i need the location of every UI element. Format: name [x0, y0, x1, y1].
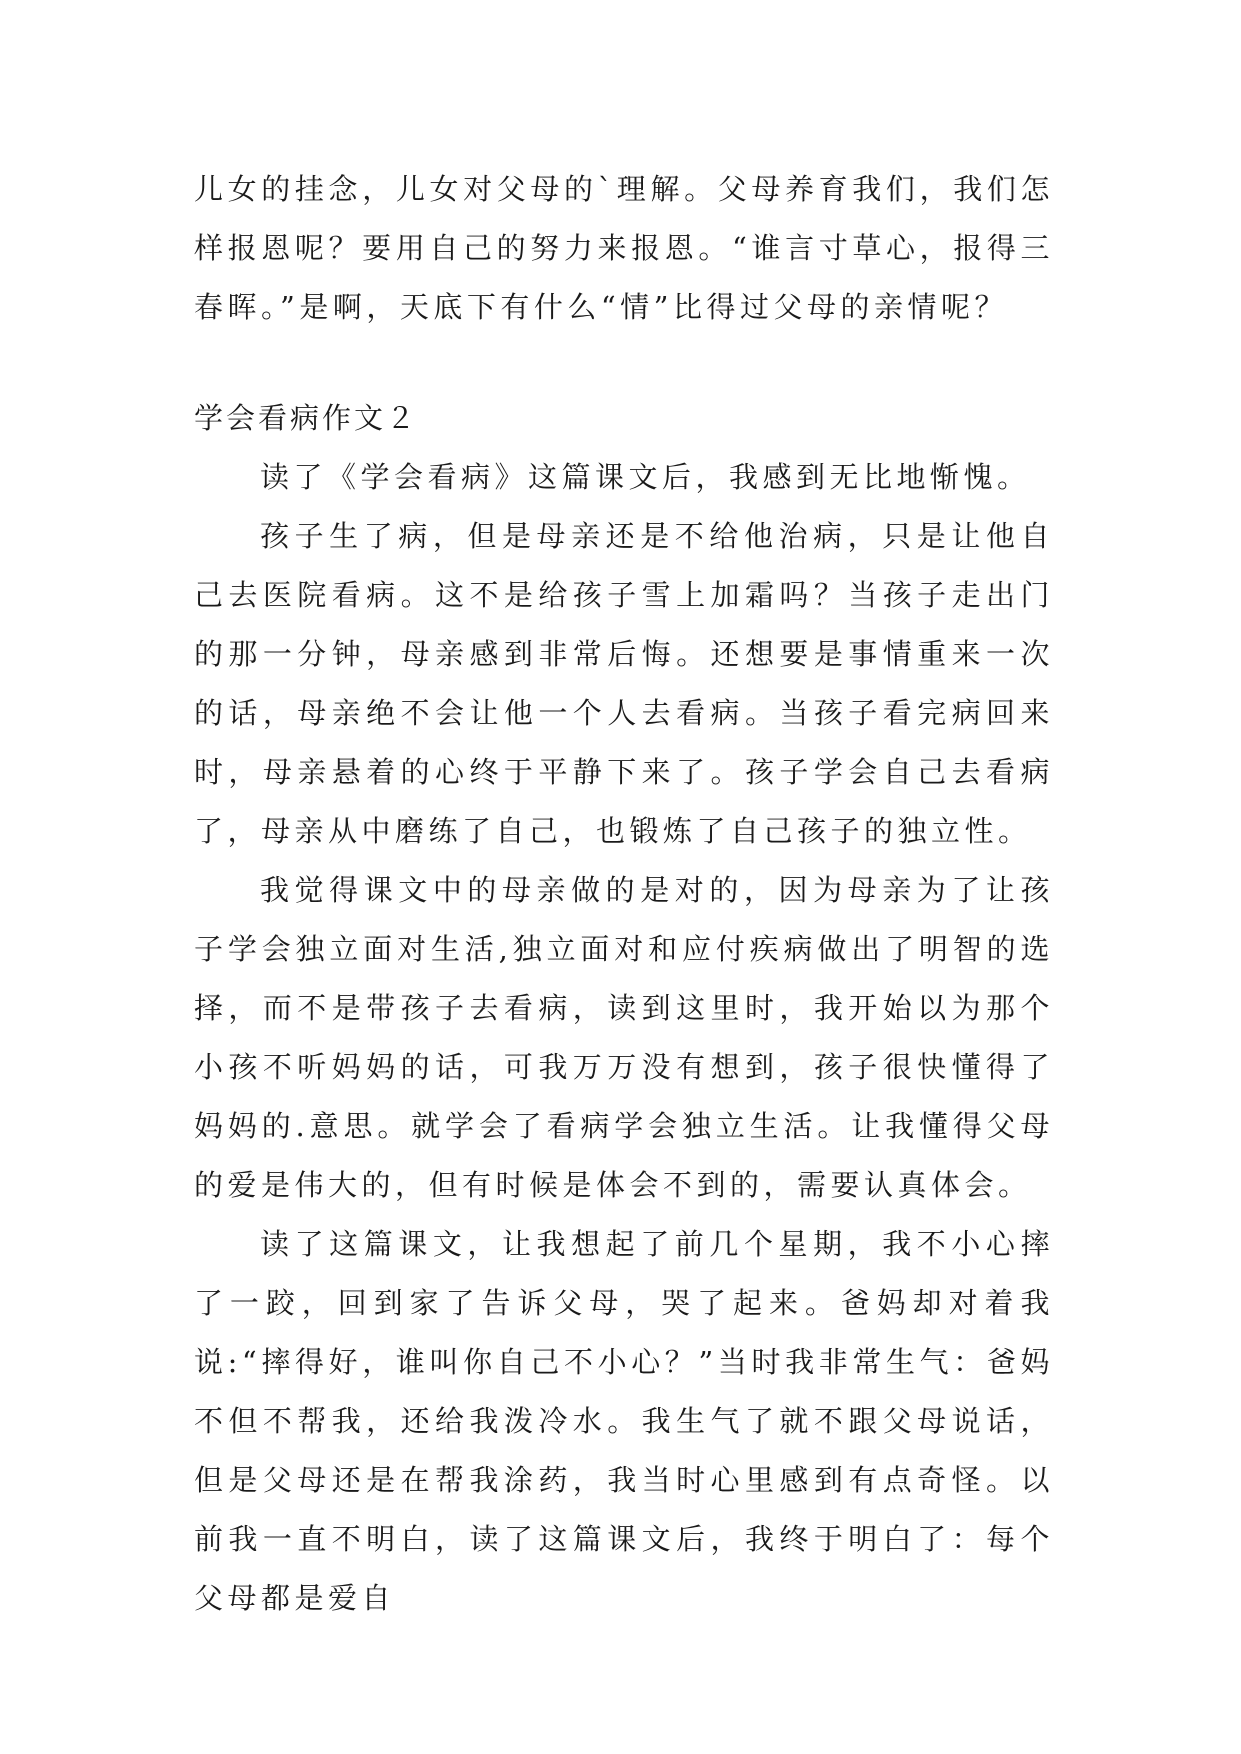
paragraph-1: 读了《学会看病》这篇课文后，我感到无比地惭愧。: [260, 460, 1031, 494]
paragraph-4: 读了这篇课文，让我想起了前几个星期，我不小心摔了一跤，回到家了告诉父母，哭了起来。爸妈却对着我说:“摔得好，谁叫你自己不小心？”当时我非常生气：爸妈不但不帮我，还给我泼冷水。我生气了就不跟父母说话，但是父母还是在帮我涂药，我当时心里感到有点奇怪。以前我一直不明白，读了这篇课文后，我终于明白了：每个父母都是爱自: [194, 1227, 1054, 1615]
section-title: 学会看病作文２: [194, 401, 419, 435]
paragraph-2: 孩子生了病，但是母亲还是不给他治病，只是让他自己去医院看病。这不是给孩子雪上加霜吗？当孩子走出门的那一分钟，母亲感到非常后悔。还想要是事情重来一次的话，母亲绝不会让他一个人去看病。当孩子看完病回来时，母亲悬着的心终于平静下来了。孩子学会自己去看病了，母亲从中磨练了自己，也锻炼了自己孩子的独立性。: [194, 519, 1054, 848]
paragraph-3: 我觉得课文中的母亲做的是对的，因为母亲为了让孩子学会独立面对生活,独立面对和应付疾病做出了明智的选择，而不是带孩子去看病，读到这里时，我开始以为那个小孩不听妈妈的话，可我万万没有想到，孩子很快懂得了妈妈的.意思。就学会了看病学会独立生活。让我懂得父母的爱是伟大的，但有时候是体会不到的，需要认真体会。: [194, 873, 1054, 1202]
intro-paragraph: 儿女的挂念，儿女对父母的`理解。父母养育我们，我们怎样报恩呢？要用自己的努力来报恩。“谁言寸草心，报得三春晖。”是啊，天底下有什么“情”比得过父母的亲情呢？: [194, 172, 1054, 324]
document-body: [194, 160, 1054, 1628]
